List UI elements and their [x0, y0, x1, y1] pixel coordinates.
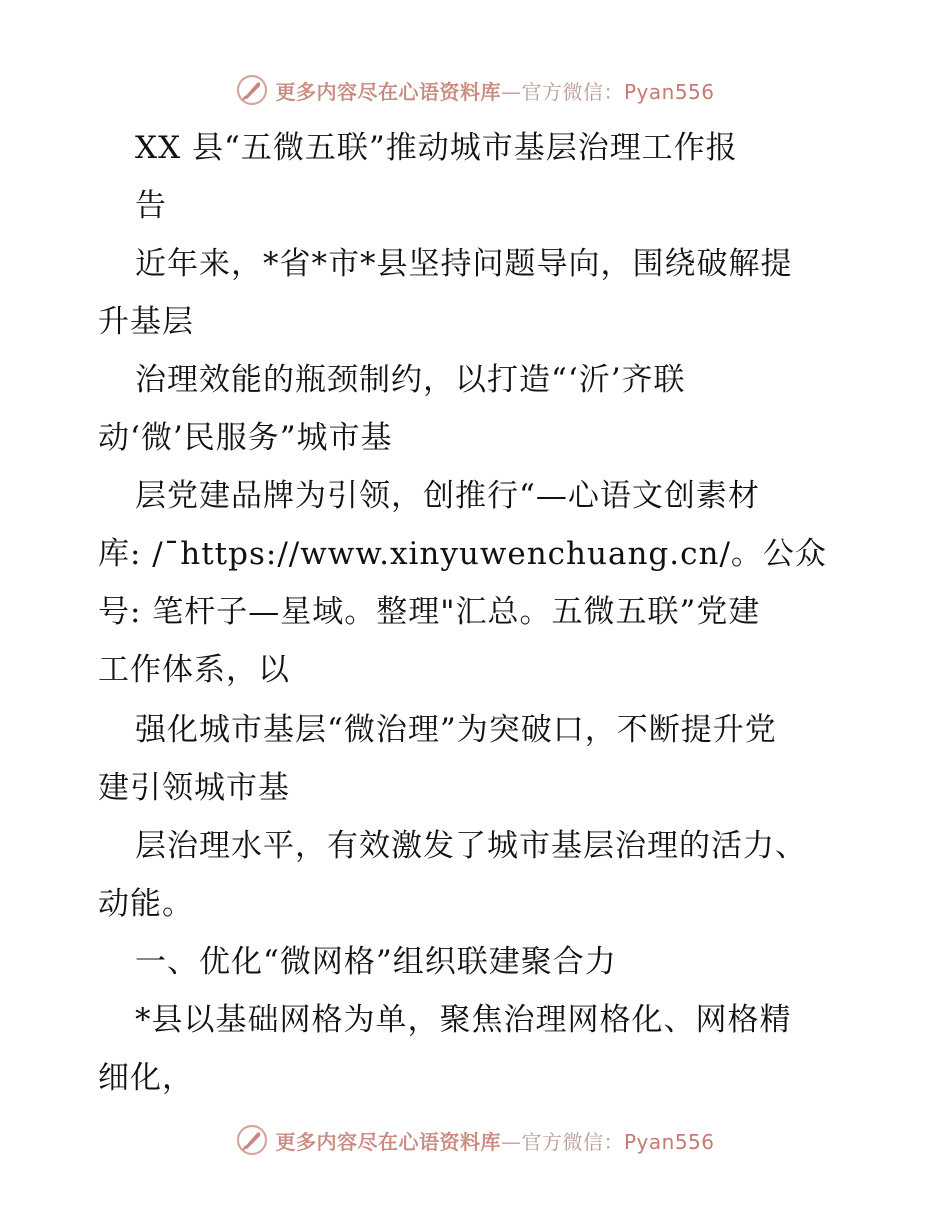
paragraph-line: 工作体系，以 [98, 652, 290, 688]
quill-logo-icon [235, 1123, 269, 1157]
paragraph-line: 升基层 [98, 304, 194, 340]
watermark-separator: — [500, 79, 522, 104]
document-title-line-2: 告 [135, 188, 167, 224]
watermark-separator: — [500, 1129, 522, 1154]
paragraph-line: 治理效能的瓶颈制约，以打造“‘沂’齐联 [135, 362, 686, 398]
document-title-line-1: XX 县“五微五联”推动城市基层治理工作报 [135, 130, 738, 166]
watermark-wechat-id: Pyan556 [623, 1129, 715, 1154]
paragraph-line: 动‘微’民服务”城市基 [98, 420, 393, 456]
paragraph-line: 库: /¯https://www.xinyuwenchuang.cn/。公众 [98, 536, 827, 572]
paragraph-line: 号: 笔杆子—星域。整理"汇总。五微五联”党建 [98, 594, 761, 630]
paragraph-line: 近年来，*省*市*县坚持问题导向，围绕破解提 [135, 246, 793, 282]
watermark-text [275, 1126, 714, 1155]
watermark-wechat-id: Pyan556 [623, 79, 715, 104]
paragraph-line: 建引领城市基 [98, 770, 290, 806]
paragraph-line: *县以基础网格为单，聚焦治理网格化、网格精 [135, 1002, 792, 1038]
header-watermark [0, 72, 950, 108]
paragraph-line: 强化城市基层“微治理”为突破口，不断提升党 [135, 712, 777, 748]
watermark-wechat-label: 官方微信： [521, 1129, 624, 1154]
watermark-brand: 更多内容尽在心语资料库 [275, 1129, 501, 1154]
watermark-brand: 更多内容尽在心语资料库 [275, 79, 501, 104]
footer-watermark [0, 1122, 950, 1158]
watermark-wechat-label: 官方微信： [521, 79, 624, 104]
watermark-text [275, 76, 714, 105]
paragraph-line: 动能。 [98, 886, 194, 922]
section-heading: 一、优化“微网格”组织联建聚合力 [135, 944, 617, 980]
paragraph-line: 细化， [98, 1060, 194, 1096]
paragraph-line: 层治理水平，有效激发了城市基层治理的活力、 [135, 828, 807, 864]
quill-logo-icon [235, 73, 269, 107]
paragraph-line: 层党建品牌为引领，创推行“—心语文创素材 [135, 478, 760, 514]
